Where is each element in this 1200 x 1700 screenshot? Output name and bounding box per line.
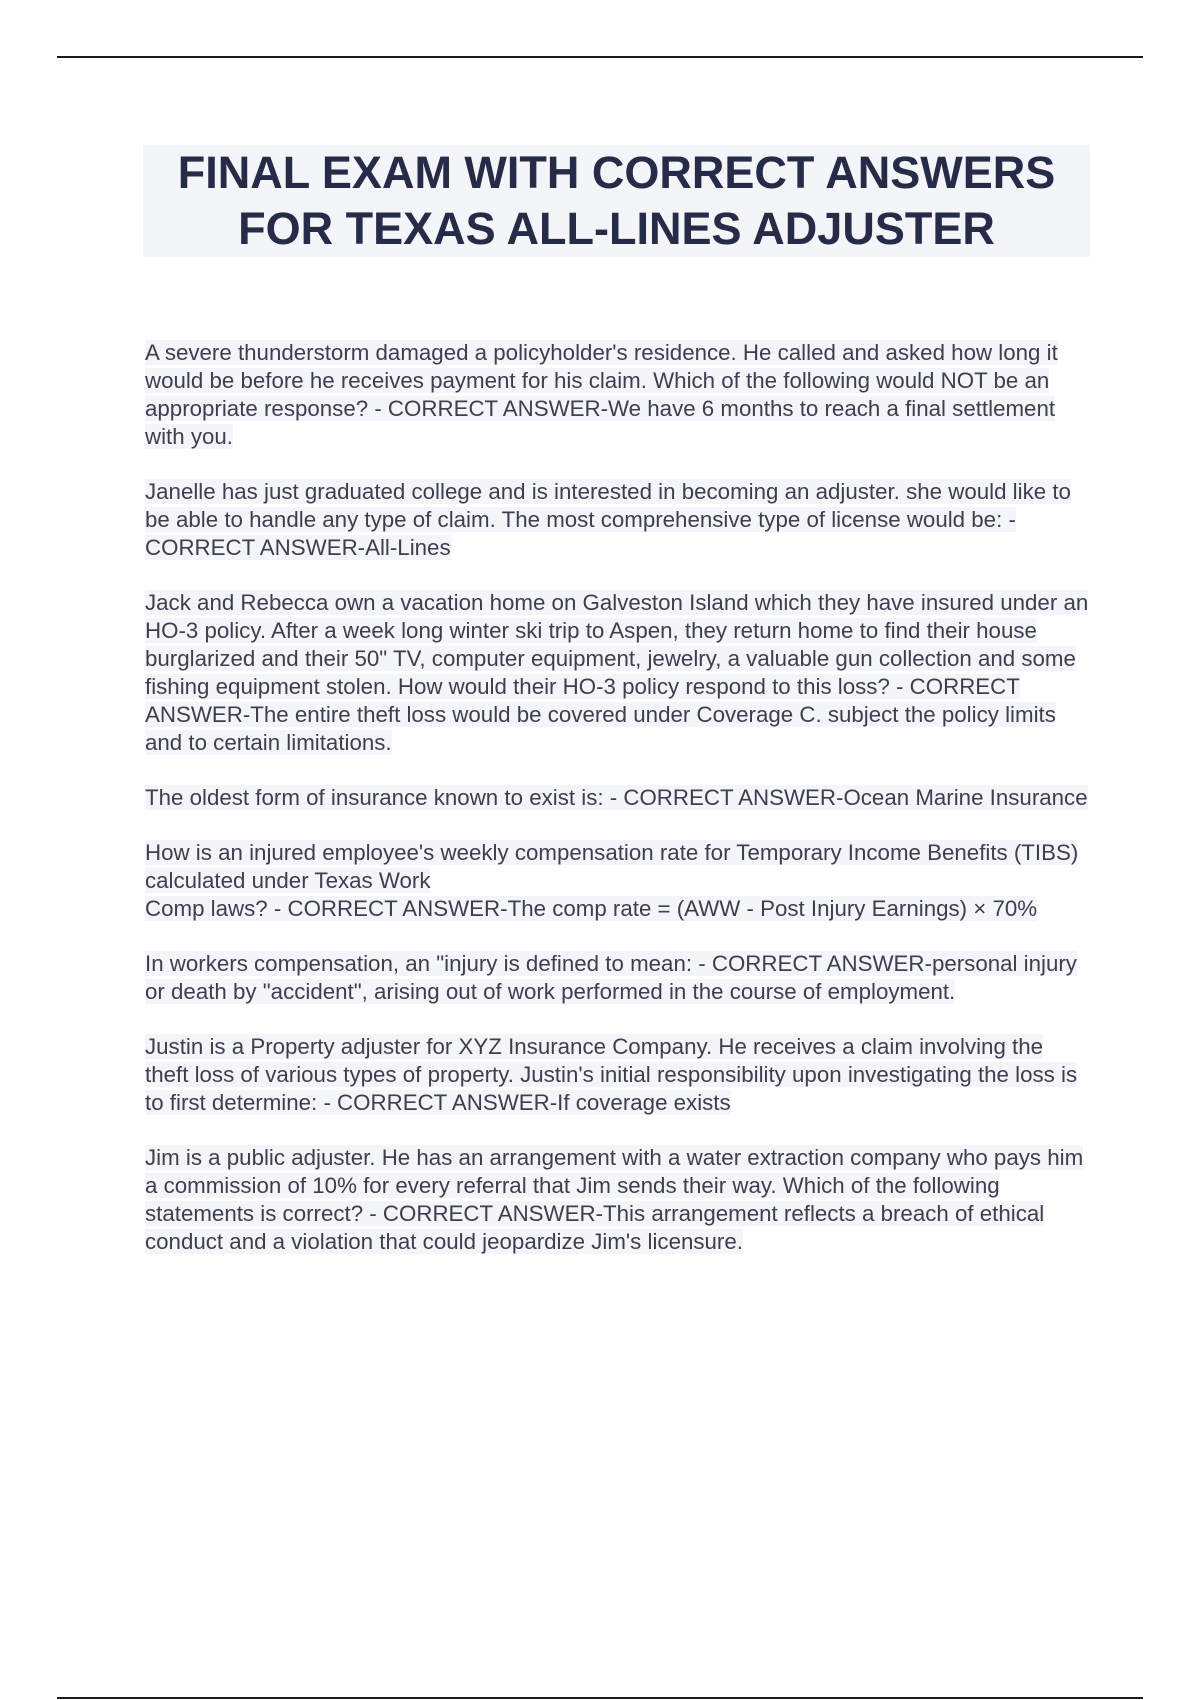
qa-text: A severe thunderstorm damaged a policyholder's residence. He called and asked how long it would be before he receives payment for his claim. Which of the following would NOT be an appropriate response? - CORRECT ANSWER-We have 6 months to reach a final settlement with you. (145, 340, 1058, 449)
title-line-2: FOR TEXAS ALL-LINES ADJUSTER (238, 203, 995, 254)
qa-item-8 (145, 1144, 1090, 1256)
question-answer-list (145, 339, 1090, 1283)
qa-item-5 (145, 839, 1090, 923)
qa-item-2 (145, 478, 1090, 562)
bottom-divider (57, 1697, 1143, 1699)
qa-item-6 (145, 950, 1090, 1006)
qa-item-4 (145, 784, 1090, 812)
qa-item-7 (145, 1033, 1090, 1117)
qa-item-1 (145, 339, 1090, 451)
qa-item-3 (145, 589, 1090, 757)
qa-text: Justin is a Property adjuster for XYZ Insurance Company. He receives a claim involving the theft loss of various types of property. Justin's initial responsibility upon investigating the loss is to first determine: - CORRECT ANSWER-If coverage exists (145, 1034, 1078, 1115)
qa-text: The oldest form of insurance known to exist is: - CORRECT ANSWER-Ocean Marine Insurance (145, 785, 1088, 810)
qa-text-part-2: Comp laws? - CORRECT ANSWER-The comp rate = (AWW - Post Injury Earnings) × 70% (145, 896, 1038, 921)
document-title (143, 145, 1090, 257)
qa-text: Janelle has just graduated college and is interested in becoming an adjuster. she would like to be able to handle any type of claim. The most comprehensive type of license would be: - CORRECT ANSWER-All-Lines (145, 479, 1071, 560)
qa-text: Jim is a public adjuster. He has an arrangement with a water extraction company who pays him a commission of 10% for every referral that Jim sends their way. Which of the following statements is correct? - CORRECT ANSWER-This arrangement reflects a breach of ethical conduct and a violation that could jeopardize Jim's licensure. (145, 1145, 1084, 1254)
top-divider (57, 56, 1143, 58)
title-line-1: FINAL EXAM WITH CORRECT ANSWERS (177, 147, 1056, 198)
qa-text: In workers compensation, an "injury is defined to mean: - CORRECT ANSWER-personal injury or death by "accident", arising out of work performed in the course of employment. (145, 951, 1077, 1004)
qa-text-part-1: How is an injured employee's weekly compensation rate for Temporary Income Benefits (TIBS) calculated under Texas Work (145, 840, 1079, 893)
qa-text: Jack and Rebecca own a vacation home on Galveston Island which they have insured under an HO-3 policy. After a week long winter ski trip to Aspen, they return home to find their house burglarized and their 50" TV, computer equipment, jewelry, a valuable gun collection and some fishing equipment stolen. How would their HO-3 policy respond to this loss? - CORRECT ANSWER-The entire theft loss would be covered under Coverage C. subject the policy limits and to certain limitations. (145, 590, 1089, 755)
